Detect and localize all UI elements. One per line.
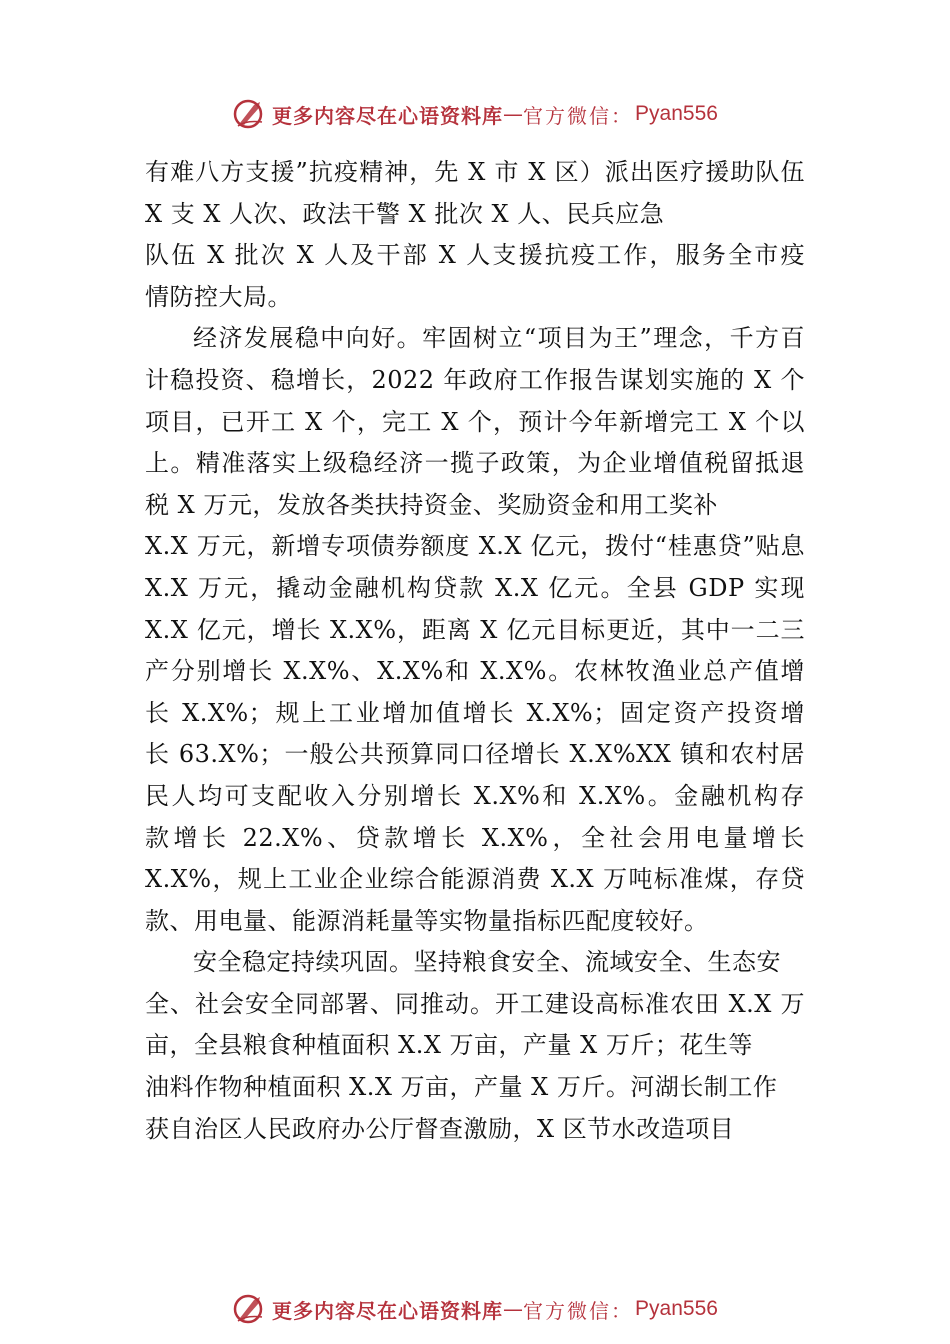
text-line: 款、用电量、能源消耗量等实物量指标匹配度较好。	[145, 906, 709, 935]
text-line: 亩，全县粮食种植面积 X.X 万亩，产量 X 万斤；花生等	[145, 1031, 753, 1060]
header-banner	[0, 92, 950, 136]
text-line: 获自治区人民政府办公厅督查激励，X 区节水改造项目	[145, 1114, 735, 1143]
banner-wechat-label: 官方微信：	[523, 1298, 634, 1323]
footer-banner	[0, 1287, 950, 1331]
text-line: 项目，已开工 X 个，完工 X 个，预计今年新增完工 X 个以	[145, 407, 805, 436]
pen-nib-circle-icon	[232, 1291, 268, 1327]
text-line: 款增长 22.X%、贷款增长 X.X%，全社会用电量增长	[145, 823, 805, 852]
banner-wechat-label: 官方微信：	[523, 103, 634, 128]
text-line: 情防控大局。	[145, 282, 292, 311]
text-line: 产分别增长 X.X%、X.X%和 X.X%。农林牧渔业总产值增	[145, 657, 805, 686]
pen-nib-circle-icon	[232, 96, 268, 132]
text-line: 上。精准落实上级稳经济一揽子政策，为企业增值税留抵退	[145, 449, 805, 478]
text-line: X.X 亿元，增长 X.X%，距离 X 亿元目标更近，其中一二三	[145, 615, 805, 644]
text-line: X 支 X 人次、政法干警 X 批次 X 人、民兵应急	[145, 199, 665, 228]
text-line: 队伍 X 批次 X 人及干部 X 人支援抗疫工作，服务全市疫	[145, 241, 805, 270]
text-line: X.X 万元，新增专项债券额度 X.X 亿元，拨付“桂惠贷”贴息	[145, 532, 805, 561]
text-line: X.X 万元，撬动金融机构贷款 X.X 亿元。全县 GDP 实现	[145, 573, 805, 602]
banner-separator: —	[503, 102, 524, 126]
paragraph-heading-line: 安全稳定持续巩固。坚持粮食安全、流域安全、生态安	[193, 948, 781, 977]
text-line: 计稳投资、稳增长，2022 年政府工作报告谋划实施的 X 个	[145, 365, 805, 394]
text-line: 有难八方支援”抗疫精神，先 X 市 X 区）派出医疗援助队伍	[145, 158, 805, 186]
banner-main-text: 更多内容尽在心语资料库	[272, 103, 504, 128]
banner-main-text: 更多内容尽在心语资料库	[272, 1298, 504, 1323]
text-line: 长 X.X%；规上工业增加值增长 X.X%；固定资产投资增	[145, 698, 805, 727]
document-body	[145, 152, 825, 1150]
text-line: X.X%，规上工业企业综合能源消费 X.X 万吨标准煤，存贷	[145, 865, 805, 894]
paragraph-heading-line: 经济发展稳中向好。牢固树立“项目为王”理念，千方百	[193, 324, 805, 353]
text-line: 全、社会安全同部署、同推动。开工建设高标准农田 X.X 万	[145, 989, 805, 1018]
text-line: 税 X 万元，发放各类扶持资金、奖励资金和用工奖补	[145, 490, 718, 519]
text-line: 长 63.X%；一般公共预算同口径增长 X.X%XX 镇和农村居	[145, 740, 805, 769]
text-line: 油料作物种植面积 X.X 万亩，产量 X 万斤。河湖长制工作	[145, 1073, 778, 1102]
banner-separator: —	[503, 1297, 524, 1321]
banner-wechat-id: Pyan556	[635, 102, 718, 125]
text-line: 民人均可支配收入分别增长 X.X%和 X.X%。金融机构存	[145, 781, 805, 810]
banner-wechat-id: Pyan556	[635, 1297, 718, 1320]
